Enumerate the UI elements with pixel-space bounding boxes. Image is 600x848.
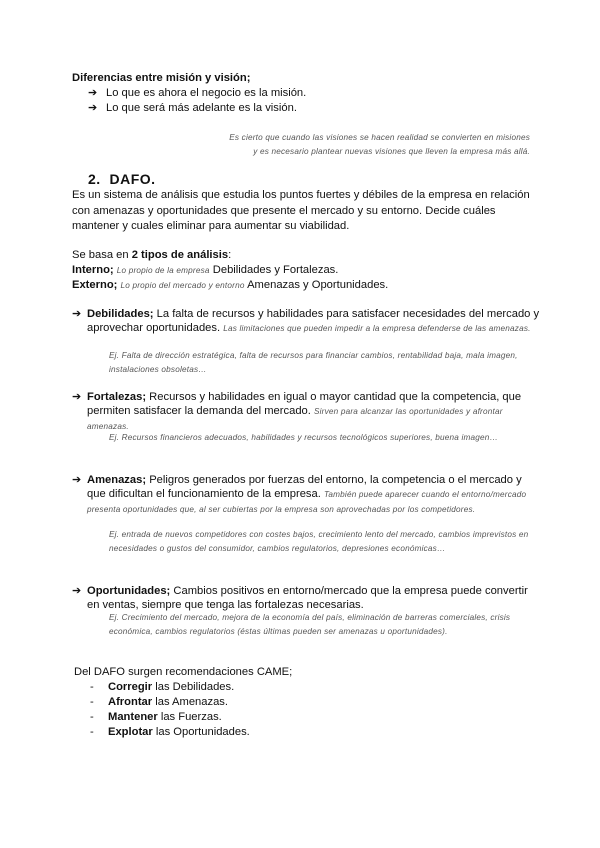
dafo-item-amenazas (72, 473, 542, 517)
basa-prefix: Se basa en (72, 249, 132, 261)
item-text: Peligros generados por fuerzas del entorno, la competencia o el mercado y que dificultan el funcionamiento de la empresa. (87, 474, 522, 500)
externo-label: Externo; (72, 279, 118, 291)
dafo-item-fortalezas (72, 390, 542, 434)
arrow-icon: ➔ (88, 87, 98, 99)
came-rest: las Fuerzas. (157, 711, 222, 723)
interno-label: Interno; (72, 264, 114, 276)
list-item (90, 680, 234, 695)
item-note: También puede aparecer cuando el entorno/mercado presenta oportunidades que, al ser cubiertas por la empresa son aprovechadas por los competidores. (87, 490, 527, 514)
item-note: Sirven para alcanzar las oportunidades y afrontar amenazas. (87, 407, 503, 431)
section-heading (88, 171, 156, 187)
dash-bullet: - (90, 726, 94, 738)
interno-note: Lo propio de la empresa (116, 266, 210, 275)
basa-line (72, 248, 532, 264)
arrow-icon: ➔ (72, 585, 82, 597)
list-item (90, 725, 250, 740)
item-text: Cambios positivos en entorno/mercado que la empresa puede convertir en ventas, siempre que tenga las fortalezas necesarias. (87, 585, 528, 611)
arrow-icon: ➔ (72, 391, 82, 403)
came-rest: las Debilidades. (152, 681, 235, 693)
arrow-icon: ➔ (72, 474, 82, 486)
dash-bullet: - (90, 696, 94, 708)
section-number: 2. (88, 171, 101, 187)
came-verb: Afrontar (108, 696, 153, 708)
dash-bullet: - (90, 711, 94, 723)
externo-note: Lo propio del mercado y entorno (120, 281, 245, 290)
quote-line: Es cierto que cuando las visiones se hacen realidad se convierten en misiones (229, 133, 530, 142)
dafo-item-oportunidades (72, 584, 542, 612)
item-label: Amenazas; (87, 474, 147, 486)
came-verb: Corregir (108, 681, 153, 693)
externo-text: Amenazas y Oportunidades. (247, 279, 389, 291)
section-title: DAFO. (109, 171, 156, 187)
item-text: Recursos y habilidades en igual o mayor cantidad que la competencia, que permiten satisfacer la demanda del mercado. (87, 391, 522, 417)
list-item-text: Lo que es ahora el negocio es la misión. (106, 87, 307, 99)
item-example: Ej. Recursos financieros adecuados, habilidades y recursos tecnológicos superiores, buena imagen… (109, 433, 498, 442)
came-intro: Del DAFO surgen recomendaciones CAME; (74, 666, 293, 678)
list-item (90, 710, 222, 725)
item-text: La falta de recursos y habilidades para satisfacer necesidades del mercado y aprovechar oportunidades. (87, 308, 540, 334)
externo-line (72, 278, 532, 294)
arrow-icon: ➔ (88, 102, 98, 114)
quote-line: y es necesario plantear nuevas visiones que lleven la empresa más allá. (253, 147, 530, 156)
came-rest: las Amenazas. (152, 696, 229, 708)
item-example: Ej. entrada de nuevos competidores con costes bajos, crecimiento lento del mercado, cambios imprevistos en necesidades o gustos del consumidor, cambios regulatorios, depresiones económicas… (109, 530, 529, 553)
came-verb: Mantener (108, 711, 158, 723)
item-example: Ej. Falta de dirección estratégica, falta de recursos para financiar cambios, rentabilidad baja, mala imagen, instalaciones obsoletas… (109, 351, 518, 374)
item-label: Oportunidades; (87, 585, 171, 597)
item-note: Las limitaciones que pueden impedir a la empresa defenderse de las amenazas. (223, 324, 531, 333)
came-rest: las Oportunidades. (152, 726, 250, 738)
diferencias-heading: Diferencias entre misión y visión; (72, 72, 251, 84)
dash-bullet: - (90, 681, 94, 693)
basa-suffix: : (228, 249, 232, 261)
item-label: Debilidades; (87, 308, 154, 320)
item-example: Ej. Crecimiento del mercado, mejora de la economía del país, eliminación de barreras comerciales, crisis económica, cambios regulatorios (éstas últimas pueden ser amenazas u oportunidades). (109, 613, 511, 636)
came-verb: Explotar (108, 726, 153, 738)
list-item-text: Lo que será más adelante es la visión. (106, 102, 297, 114)
interno-text: Debilidades y Fortalezas. (212, 264, 339, 276)
list-item (90, 695, 228, 710)
interno-line (72, 263, 532, 279)
item-label: Fortalezas; (87, 391, 147, 403)
arrow-icon: ➔ (72, 308, 82, 320)
dafo-intro: Es un sistema de análisis que estudia los puntos fuertes y débiles de la empresa en relación con amenazas y oportunidades que presente el mercado y su entorno. Decide cuáles mantener y cuales eliminar para aumentar su viabilidad. (72, 189, 530, 232)
dafo-item-debilidades (72, 307, 542, 336)
basa-bold: 2 tipos de análisis (131, 249, 229, 261)
list-item (88, 86, 306, 101)
list-item (88, 101, 297, 116)
